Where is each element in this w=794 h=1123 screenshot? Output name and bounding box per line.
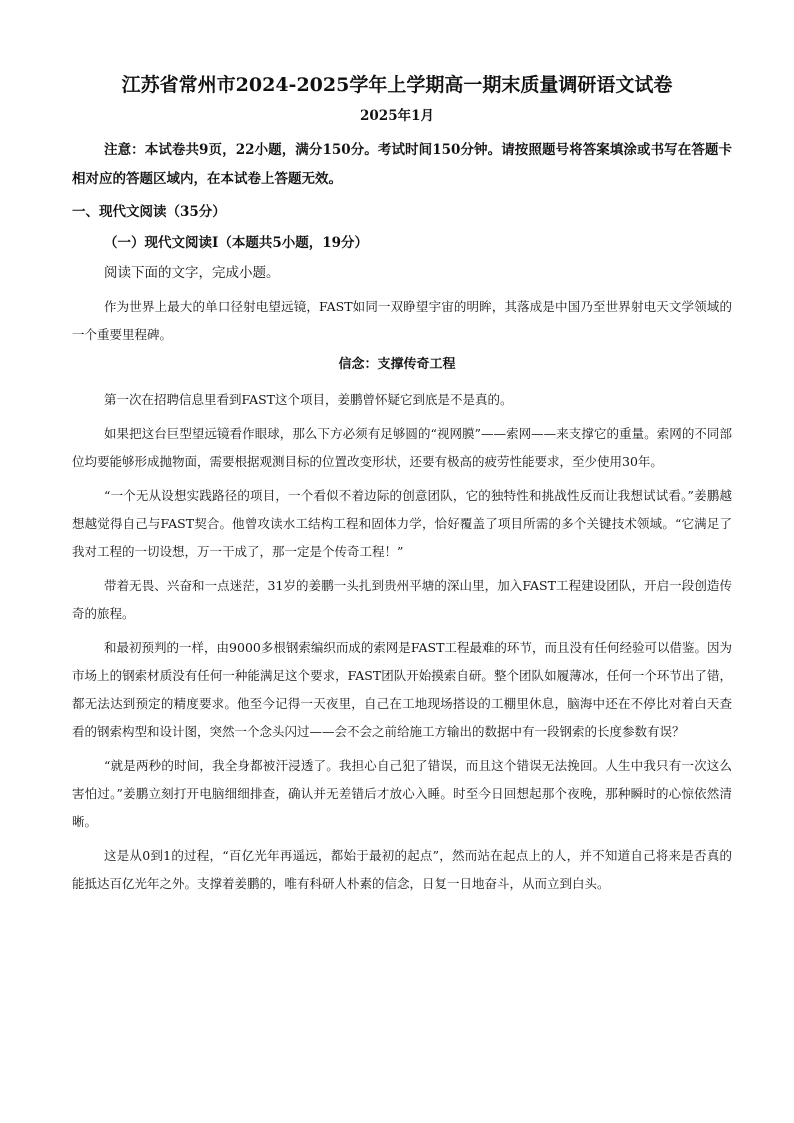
reading-instruction: 阅读下面的文字，完成小题。	[104, 265, 280, 281]
article-paragraph: “就是两秒的时间，我全身都被汗浸透了。我担心自己犯了错误，而且这个错误无法挽回。人生中我只有一次这么害怕过。”姜鹏立刻打开电脑细细排查，确认并无差错后才放心入睡。时至今日回想起那个夜晚，那种瞬时的心惊依然清晰。	[72, 758, 732, 829]
article-paragraph: 第一次在招聘信息里看到FAST这个项目，姜鹏曾怀疑它到底是不是真的。	[104, 392, 513, 407]
article-paragraph: 如果把这台巨型望远镜看作眼球，那么下方必须有足够圆的“视网膜”——索网——来支撑它的重量。索网的不同部位均要能够形成抛物面，需要根据观测目标的位置改变形状，还要有极高的疲劳性能要求，至少使用30年。	[72, 426, 732, 469]
article-paragraph: “一个无从设想实践路径的项目，一个看似不着边际的创意团队，它的独特性和挑战性反而让我想试试看。”姜鹏越想越觉得自己与FAST契合。他曾攻读水工结构工程和固体力学，恰好覆盖了项目所需的多个关键技术领域。“它满足了我对工程的一切设想，万一干成了，那一定是个传奇工程！”	[72, 488, 732, 559]
exam-date: 2025年1月	[360, 108, 434, 124]
exam-title: 江苏省常州市2024-2025学年上学期高一期末质量调研语文试卷	[121, 74, 673, 96]
intro-paragraph: 作为世界上最大的单口径射电望远镜，FAST如同一双睁望宇宙的明眸，其落成是中国乃至世界射电天文学领域的一个重要里程碑。	[72, 299, 732, 342]
article-paragraph: 这是从0到1的过程，“百亿光年再遥远，都始于最初的起点”，然而站在起点上的人，并不知道自己将来是否真的能抵达百亿光年之外。支撑着姜鹏的，唯有科研人朴素的信念，日复一日地奋斗，从而立到白头。	[72, 848, 732, 891]
subsection-heading: （一）现代文阅读Ⅰ（本题共5小题，19分）	[104, 235, 368, 251]
article-title: 信念：支撑传奇工程	[338, 357, 456, 372]
section-heading: 一、现代文阅读（35分）	[72, 204, 226, 220]
article-paragraph: 和最初预判的一样，由9000多根钢索编织而成的索网是FAST工程最难的环节，而且没有任何经验可以借鉴。因为市场上的钢索材质没有任何一种能满足这个要求，FAST团队开始摸索自研。整个团队如履薄冰，任何一个环节出了错，都无法达到预定的精度要求。他至今记得一天夜里，自己在工地现场搭设的工棚里休息，脑海中还在不停比对着白天查看的钢索构型和设计图，突然一个念头闪过——会不会之前给施工方输出的数据中有一段钢索的长度参数有误？	[72, 640, 732, 739]
article-body	[72, 386, 732, 904]
exam-notice: 注意：本试卷共9页，22小题，满分150分。考试时间150分钟。请按照题号将答案填涂或书写在答题卡相对应的答题区域内，在本试卷上答题无效。	[72, 142, 732, 187]
article-paragraph: 带着无畏、兴奋和一点迷茫，31岁的姜鹏一头扎到贵州平塘的深山里，加入FAST工程建设团队，开启一段创造传奇的旅程。	[72, 578, 732, 621]
